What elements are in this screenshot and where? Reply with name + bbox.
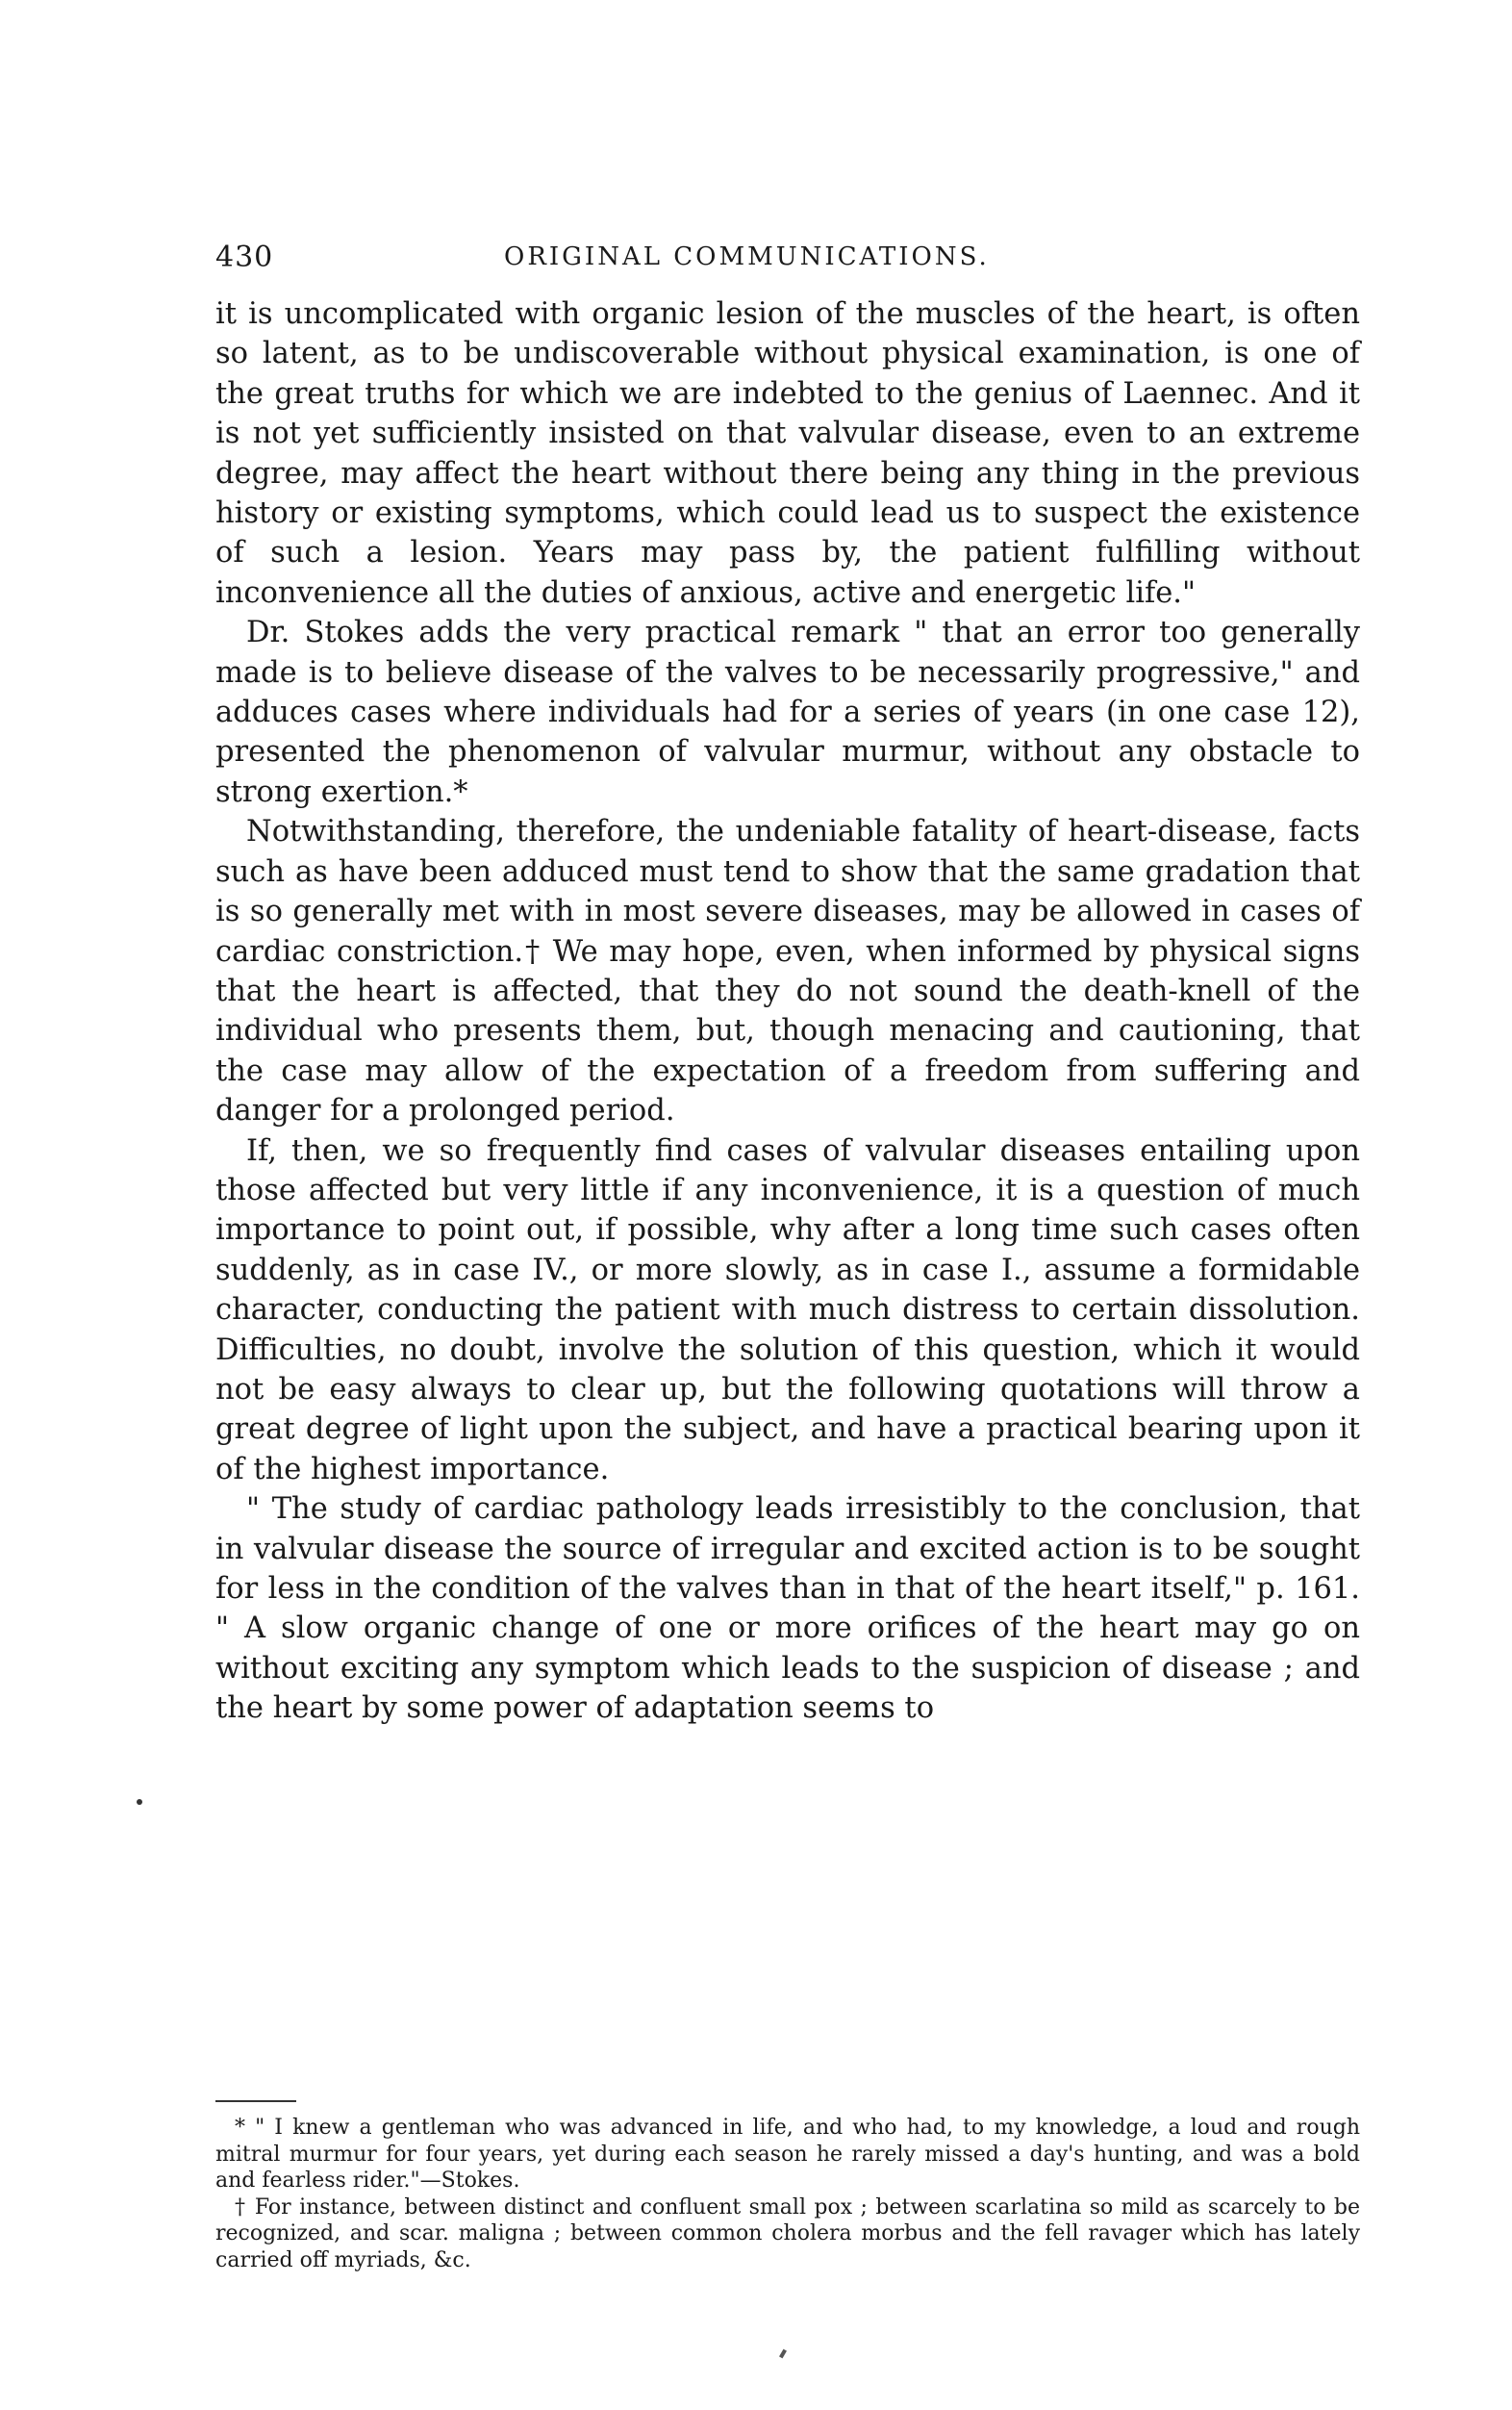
paragraph-1: it is uncomplicated with organic lesion of the muscles of the heart, is often so latent, as to be undiscoverable without physical examination, is one of the great truths for which we are indebted to the genius of Laennec. And it is not yet sufficiently insisted on that valvular disease, even to an extreme degree, may affect the heart without there being any thing in the previous history or existing symptoms, which could lead us to suspect the existence of such a lesion. Years may pass by, the patient fulfilling without inconvenience all the duties of anxious, active and energetic life." <box>215 297 1360 610</box>
paragraph-3: Notwithstanding, therefore, the undeniable fatality of heart-disease, facts such as have been adduced must tend to show that the same gradation that is so generally met with in most severe diseases, may be allowed in cases of cardiac constriction.† We may hope, even, when informed by physical signs that the heart is affected, that they do not sound the death-knell of the individual who presents them, but, though menacing and cautioning, that the case may allow of the expectation of a freedom from suffering and danger for a prolonged period. <box>215 815 1360 1129</box>
page-number: 430 <box>215 241 274 274</box>
running-head: ORIGINAL COMMUNICATIONS. <box>504 242 990 271</box>
footnote-divider <box>215 2100 296 2102</box>
paragraph-4: If, then, we so frequently find cases of valvular diseases entailing upon those affected but very little if any inconvenience, it is a question of much importance to point out, if possible, why after a long time such cases often suddenly, as in case IV., or more slowly, as in case I., assume a formidable character, conducting the patient with much distress to certain dissolution. Difficulties, no doubt, involve the solution of this question, which it would not be easy always to clear up, but the following quotations will throw a great degree of light upon the subject, and have a practical bearing upon it of the highest importance. <box>215 1133 1360 1486</box>
paragraph-5: " The study of cardiac pathology leads irresistibly to the conclusion, that in valvular disease the source of irregular and excited action is to be sought for less in the condition of the valves than in that of the heart itself," p. 161. " A slow organic change of one or more orifices of the heart may go on without exciting any symptom which leads to the suspicion of disease ; and the heart by some power of adaptation seems to <box>215 1492 1360 1726</box>
footnote-1: * " I knew a gentleman who was advanced in life, and who had, to my knowledge, a loud and rough mitral murmur for four years, yet during each season he rarely missed a day's hunting, and was a bold and fearless rider."—Stokes. <box>215 2116 1360 2193</box>
page-header <box>215 241 1360 279</box>
footnotes <box>215 2115 1360 2273</box>
footnote-2: † For instance, between distinct and confluent small pox ; between scarlatina so mild as scarcely to be recognized, and scar. maligna ; between common cholera morbus and the fell ravager which has lately carried off myriads, &c. <box>215 2194 1360 2272</box>
stray-ink-mark <box>779 2349 787 2359</box>
paragraph-2: Dr. Stokes adds the very practical remark " that an error too generally made is to believe disease of the valves to be necessarily progressive," and adduces cases where individuals had for a series of years (in one case 12), presented the phenomenon of valvular murmur, without any obstacle to strong exertion.* <box>215 616 1360 809</box>
margin-dot-mark <box>137 1799 142 1805</box>
body-text <box>215 294 1360 1729</box>
